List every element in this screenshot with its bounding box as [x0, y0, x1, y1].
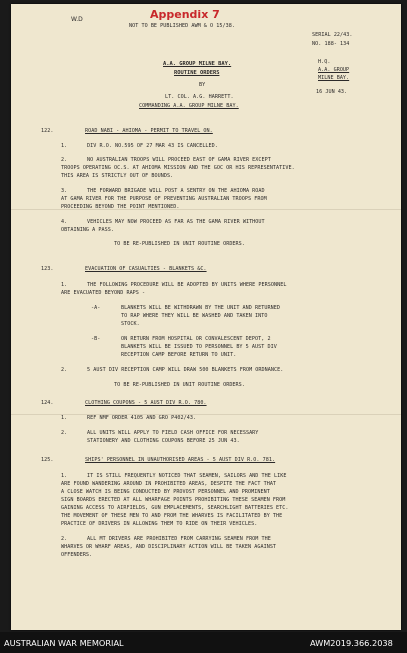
order-number: 123.: [41, 266, 54, 272]
order-title: ROAD NABI - AHIOMA - PERMIT TO TRAVEL ON.: [85, 128, 213, 134]
paragraph-text: THE MOVEMENT OF THESE MEN TO AND FROM THE WHARVES IS FACILITATED BY THE: [61, 513, 283, 519]
by-line: BY: [199, 82, 206, 88]
document-subtitle: ROUTINE ORDERS: [174, 70, 220, 76]
order-title: CLOTHING COUPONS - 5 AUST DIV R.O. 780.: [85, 400, 207, 406]
paragraph-text: SIGN BOARDS ERECTED AT ALL WHARFAGE POINTS PROHIBITING THESE SEAMEN FROM: [61, 497, 286, 503]
order-number: 125.: [41, 457, 54, 463]
paragraph-text: GAINING ACCESS TO AIRFIELDS, GUN EMPLACEMENTS, SEARCHLIGHT BATTERIES ETC.: [61, 505, 289, 511]
subparagraph-label: -B-: [91, 336, 101, 342]
paragraph-text: ALL MT DRIVERS ARE PROHIBITED FROM CARRYING SEAMEN FROM THE: [87, 536, 271, 542]
serial-number: SERIAL 22/43.: [312, 32, 353, 38]
commander-title: COMMANDING A.A. GROUP MILNE BAY.: [139, 103, 239, 109]
paragraph-text: REF NMF ORDER 4105 AND GRO P402/43.: [87, 415, 197, 421]
hq-location: MILNE BAY.: [318, 75, 350, 81]
subparagraph-text: RECEPTION CAMP BEFORE RETURN TO UNIT.: [121, 352, 237, 358]
paragraph-text: A CLOSE WATCH IS BEING CONDUCTED BY PROVOST PERSONNEL AND PROMINENT: [61, 489, 270, 495]
paragraph-number: 1.: [61, 473, 68, 479]
subparagraph-label: -A-: [91, 305, 101, 311]
document-title: A.A. GROUP MILNE BAY.: [163, 61, 232, 67]
institution-label: AUSTRALIAN WAR MEMORIAL: [4, 638, 124, 648]
paragraph-text: WHARVES OR WHARF AREAS, AND DISCIPLINARY ACTION WILL BE TAKEN AGAINST: [61, 544, 277, 550]
paragraph-text: THE FORWARD BRIGADE WILL POST A SENTRY ON THE AHIOMA ROAD: [87, 188, 265, 194]
subparagraph-text: ON RETURN FROM HOSPITAL OR CONVALESCENT DEPOT, 2: [121, 336, 271, 342]
paragraph-text: ARE EVACUATED BEYOND RAPS -: [61, 290, 146, 296]
paragraph-text: VEHICLES MAY NOW PROCEED AS FAR AS THE GAMA RIVER WITHOUT: [87, 219, 265, 225]
hq-line: H.Q.: [318, 59, 331, 65]
subparagraph-text: BLANKETS WILL BE ISSUED TO PERSONNEL BY 5 AUST DIV: [121, 344, 277, 350]
paragraph-text: ALL UNITS WILL APPLY TO FIELD CASH OFFICE FOR NECESSARY: [87, 430, 259, 436]
document-page: [11, 4, 401, 630]
paragraph-text: OFFENDERS.: [61, 552, 93, 558]
copy-number: NO. 188- 134: [312, 41, 350, 47]
paragraph-text: NO AUSTRALIAN TROOPS WILL PROCEED EAST OF GAMA RIVER EXCEPT: [87, 157, 271, 163]
paragraph-number: 1.: [61, 282, 68, 288]
paragraph-text: TROOPS OPERATING OC.S. AT AHIOMA MISSION AND THE GOC OR HIS REPRESENTATIVE.: [61, 165, 295, 171]
paragraph-text: PRACTICE OF DRIVERS IN ALLOWING THEM TO RIDE ON THEIR VEHICLES.: [61, 521, 258, 527]
paragraph-text: STATIONERY AND CLOTHING COUPONS BEFORE 25 JUN 43.: [87, 438, 240, 444]
order-number: 124.: [41, 400, 54, 406]
issue-date: 16 JUN 43.: [316, 89, 348, 95]
paragraph-text: THE FOLLOWING PROCEDURE WILL BE ADOPTED BY UNITS WHERE PERSONNEL: [87, 282, 287, 288]
subparagraph-text: STOCK.: [121, 321, 140, 327]
paragraph-number: 2.: [61, 157, 68, 163]
subparagraph-text: BLANKETS WILL BE WITHDRAWN BY THE UNIT AND RETURNED: [121, 305, 280, 311]
hq-group: A.A. GROUP: [318, 67, 350, 73]
restriction-notice: NOT TO BE PUBLISHED AWM & O 15/38.: [129, 23, 235, 29]
paragraph-number: 3.: [61, 188, 68, 194]
subparagraph-text: TO RAP WHERE THEY WILL BE WASHED AND TAKEN INTO: [121, 313, 268, 319]
order-title: SHIPS' PERSONNEL IN UNAUTHORISED AREAS - 5 AUST DIV R.O. 781.: [85, 457, 276, 463]
archive-reference: AWM2019.366.2038: [310, 638, 393, 648]
paragraph-number: 1.: [61, 415, 68, 421]
paragraph-text: PROCEEDING BEYOND THE POINT MENTIONED.: [61, 204, 180, 210]
paragraph-number: 4.: [61, 219, 68, 225]
commander-name: LT. COL. A.G. HARRETT.: [165, 94, 234, 100]
paragraph-text: 5 AUST DIV RECEPTION CAMP WILL DRAW 500 BLANKETS FROM ORDNANCE.: [87, 367, 284, 373]
republish-note: TO BE RE-PUBLISHED IN UNIT ROUTINE ORDERS.: [114, 382, 245, 388]
fold-line: [11, 414, 401, 415]
paragraph-text: OBTAINING A PASS.: [61, 227, 114, 233]
appendix-annotation: Appendix 7: [150, 8, 220, 21]
republish-note: TO BE RE-PUBLISHED IN UNIT ROUTINE ORDERS.: [114, 241, 245, 247]
paragraph-number: 2.: [61, 536, 68, 542]
paragraph-number: 1.: [61, 143, 68, 149]
paragraph-text: AT GAMA RIVER FOR THE PURPOSE OF PREVENTING AUSTRALIAN TROOPS FROM: [61, 196, 267, 202]
paragraph-number: 2.: [61, 430, 68, 436]
order-number: 122.: [41, 128, 54, 134]
paragraph-text: DIV R.O. NO.595 OF 27 MAR 43 IS CANCELLED.: [87, 143, 218, 149]
paragraph-text: THIS AREA IS STRICTLY OUT OF BOUNDS.: [61, 173, 174, 179]
archive-footer: [0, 632, 407, 653]
paragraph-text: ARE FOUND WANDERING AROUND IN PROHIBITED AREAS, DESPITE THE FACT THAT: [61, 481, 277, 487]
paragraph-number: 2.: [61, 367, 68, 373]
order-title: EVACUATION OF CASUALTIES - BLANKETS &C.: [85, 266, 207, 272]
handwritten-reference: W.D: [71, 16, 83, 23]
paragraph-text: IT IS STILL FREQUENTLY NOTICED THAT SEAMEN, SAILORS AND THE LIKE: [87, 473, 287, 479]
